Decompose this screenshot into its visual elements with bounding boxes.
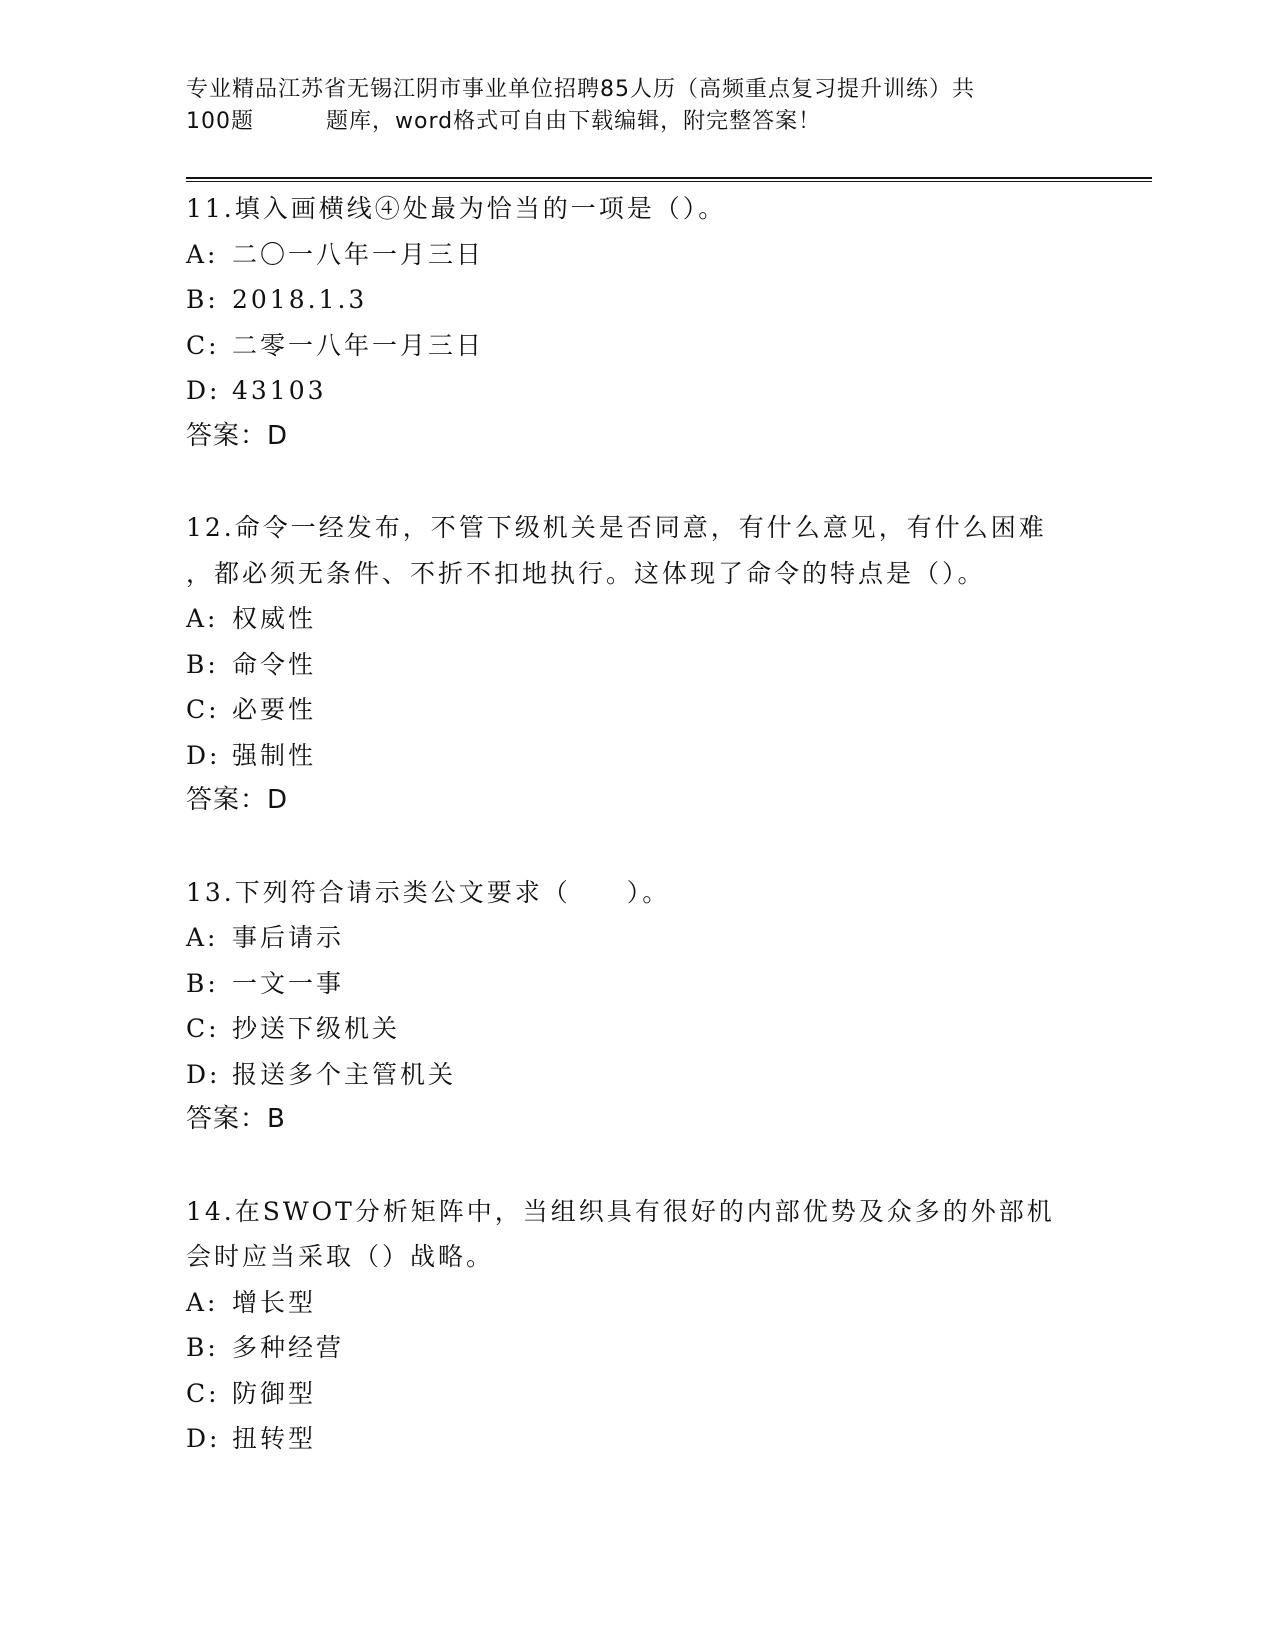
answer-line: 答案：B: [186, 1104, 286, 1134]
answer-line: 答案：D: [186, 785, 289, 815]
option-text: 2018.1.3: [232, 285, 368, 314]
question-11: [186, 186, 1086, 459]
question-stem-line: 13.下列符合请示类公文要求（ ）。: [186, 877, 671, 907]
option-key: D:: [186, 740, 221, 770]
option-b: [186, 1325, 1086, 1371]
option-text: 必要性: [232, 695, 317, 724]
header-count: 100题: [186, 109, 254, 134]
option-key: A:: [186, 604, 219, 633]
option-d: [186, 733, 1086, 779]
option-c: [186, 323, 1086, 369]
option-c: [186, 687, 1086, 733]
question-stem: [186, 186, 1086, 232]
question-stem: [186, 870, 1086, 916]
header-description: 题库，word格式可自由下载编辑，附完整答案！: [326, 109, 822, 134]
option-key: B:: [186, 285, 219, 314]
option-c: [186, 1006, 1086, 1052]
option-text: 二〇一八年一月三日: [232, 239, 485, 269]
option-a: [186, 1280, 1086, 1326]
document-header: [186, 74, 1086, 138]
option-text: 43103: [232, 376, 327, 405]
option-text: 权威性: [232, 604, 317, 633]
question-stem-line: 14.在SWOT分析矩阵中，当组织具有很好的内部优势及众多的外部机: [186, 1196, 1055, 1226]
option-text: 二零一八年一月三日: [232, 330, 485, 360]
question-stem-line: 会时应当采取（）战略。: [186, 1242, 495, 1271]
option-text: 多种经营: [232, 1333, 345, 1362]
question-stem-line: 12.命令一经发布，不管下级机关是否同意，有什么意见，有什么困难: [186, 513, 1047, 542]
option-key: C:: [186, 695, 220, 724]
option-text: 命令性: [232, 649, 317, 679]
header-line-1: 专业精品江苏省无锡江阴市事业单位招聘85人历（高频重点复习提升训练）共: [186, 77, 975, 102]
option-a: [186, 596, 1086, 642]
question-stem: [186, 1189, 1086, 1280]
option-text: 强制性: [232, 740, 317, 770]
option-key: C:: [186, 1378, 220, 1408]
option-text: 抄送下级机关: [232, 1014, 401, 1043]
question-stem-line: ，都必须无条件、不折不扣地执行。这体现了命令的特点是（）。: [186, 558, 986, 588]
option-a: [186, 915, 1086, 961]
option-key: C:: [186, 1014, 220, 1043]
question-list: [186, 186, 1086, 1508]
option-key: B:: [186, 649, 219, 679]
option-key: A:: [186, 1287, 219, 1317]
question-12: [186, 505, 1086, 824]
question-stem: [186, 505, 1086, 596]
header-line-2: [186, 106, 1086, 138]
option-b: [186, 642, 1086, 688]
option-key: C:: [186, 330, 220, 360]
header-divider: [186, 177, 1152, 182]
option-text: 一文一事: [232, 968, 345, 998]
option-key: B:: [186, 968, 219, 998]
option-key: D:: [186, 376, 221, 405]
option-key: B:: [186, 1333, 219, 1362]
option-text: 报送多个主管机关: [232, 1059, 457, 1089]
option-text: 增长型: [232, 1287, 317, 1317]
answer-line: 答案：D: [186, 420, 289, 451]
option-b: [186, 277, 1086, 323]
option-d: [186, 1416, 1086, 1462]
option-text: 扭转型: [232, 1424, 317, 1453]
option-key: D:: [186, 1424, 221, 1453]
question-13: [186, 870, 1086, 1143]
option-d: [186, 368, 1086, 414]
option-c: [186, 1371, 1086, 1417]
option-text: 事后请示: [232, 923, 345, 952]
option-key: A:: [186, 239, 219, 269]
option-key: D:: [186, 1059, 221, 1089]
option-d: [186, 1052, 1086, 1098]
option-a: [186, 232, 1086, 278]
option-key: A:: [186, 923, 219, 952]
question-14: [186, 1189, 1086, 1462]
option-b: [186, 961, 1086, 1007]
question-stem-line: 11.填入画横线④处最为恰当的一项是（）。: [186, 194, 727, 223]
option-text: 防御型: [232, 1378, 317, 1408]
